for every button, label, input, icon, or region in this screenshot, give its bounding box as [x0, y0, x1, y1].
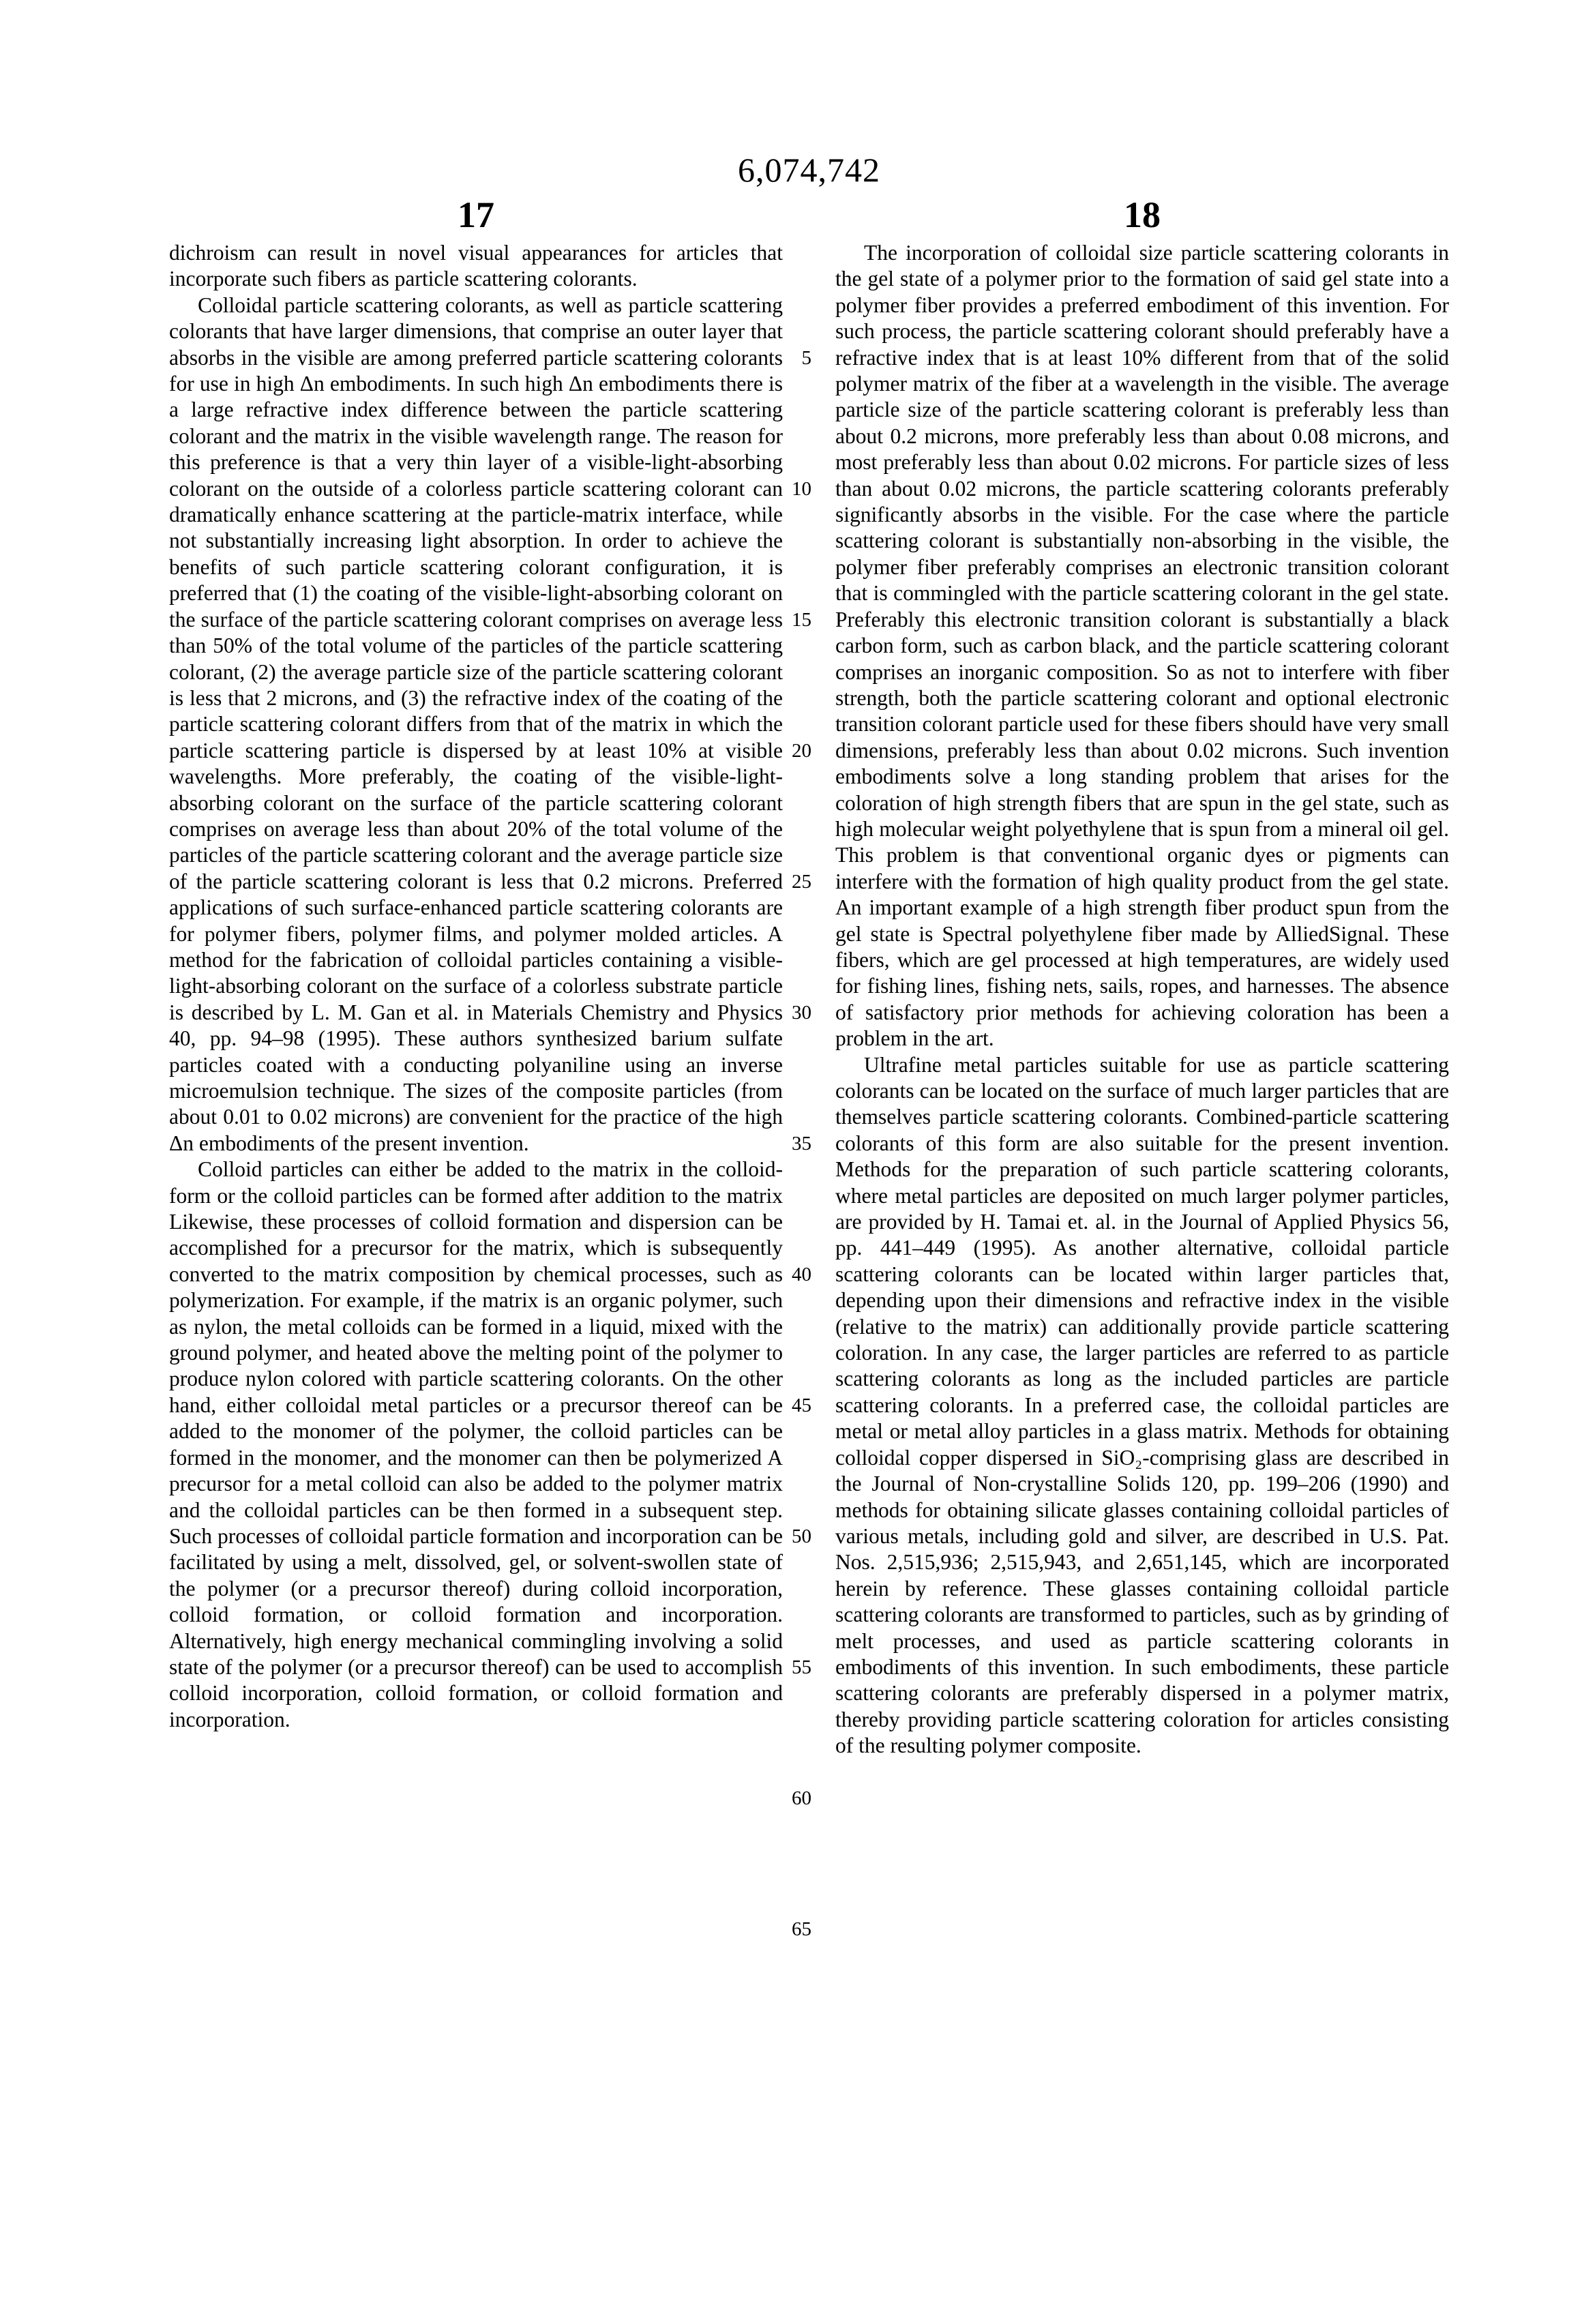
line-number: 5 — [801, 346, 811, 369]
line-number: 65 — [792, 1918, 811, 1940]
column-header-right: 18 — [1124, 194, 1161, 235]
line-number: 55 — [792, 1656, 811, 1678]
line-number: 20 — [792, 739, 811, 762]
line-number: 10 — [792, 477, 811, 500]
column-header-left: 17 — [458, 194, 494, 235]
left-column — [169, 240, 783, 1733]
line-number: 60 — [792, 1787, 811, 1809]
line-number: 40 — [792, 1263, 811, 1285]
patent-number: 6,074,742 — [738, 151, 880, 189]
line-number: 45 — [792, 1394, 811, 1416]
line-number: 50 — [792, 1525, 811, 1547]
body-paragraph: Colloidal particle scattering colorants, as well as particle scattering colorants that have larger dimensions, that comprise an outer layer that absorbs in the visible are among preferred particle scattering colorants for use in high Δn embodiments. In such high Δn embodiments there is a large refractive index difference between the particle scattering colorant and the matrix in the visible wavelength range. The reason for this preference is that a very thin layer of a visible-light-absorbing colorant on the outside of a colorless particle scattering colorant can dramatically enhance scattering at the particle-matrix interface, while not substantially increasing light absorption. In order to achieve the benefits of such particle scattering colorant configuration, it is preferred that (1) the coating of the visible-light-absorbing colorant on the surface of the particle scattering colorant comprises on average less than 50% of the total volume of the particles of the particle scattering colorant, (2) the average particle size of the particle scattering colorant is less that 2 microns, and (3) the refractive index of the coating of the particle scattering colorant differs from that of the matrix in which the particle scattering particle is dispersed by at least 10% at visible wavelengths. More preferably, the coating of the visible-light-absorbing colorant on the surface of the particle scattering colorant comprises on average less than about 20% of the total volume of the particles of the particle scattering colorant and the average particle size of the particle scattering colorant is less that 0.2 microns. Preferred applications of such surface-enhanced particle scattering colorants are for polymer fibers, polymer films, and polymer molded articles. A method for the fabrication of colloidal particles containing a visible-light-absorbing colorant on the surface of a colorless substrate particle is described by L. M. Gan et al. in Materials Chemistry and Physics 40, pp. 94–98 (1995). These authors synthesized barium sulfate particles coated with a conducting polyaniline using an inverse microemulsion technique. The sizes of the composite particles (from about 0.01 to 0.02 microns) are convenient for the practice of the high Δn embodiments of the present invention. — [169, 293, 783, 1155]
line-number: 35 — [792, 1132, 811, 1154]
body-paragraph: Colloid particles can either be added to the matrix in the colloid-form or the colloid particles can be formed after addition to the matrix Likewise, these processes of colloid formation and dispersion can be accomplished for a precursor for the matrix, which is subsequently converted to the matrix composition by chemical processes, such as polymerization. For example, if the matrix is an organic polymer, such as nylon, the metal colloids can be formed in a liquid, mixed with the ground polymer, and heated above the melting point of the polymer to produce nylon colored with particle scattering colorants. On the other hand, either colloidal metal particles or a precursor thereof can be added to the monomer of the polymer, the colloid particles can be formed in the monomer, and the monomer can then be polymerized A precursor for a metal colloid can also be added to the polymer matrix and the colloidal particles can be then formed in a subsequent step. Such processes of colloidal particle formation and incorporation can be facilitated by using a melt, dissolved, gel, or solvent-swollen state of the polymer (or a precursor thereof) during colloid incorporation, colloid formation, or colloid formation and incorporation. Alternatively, high energy mechanical commingling involving a solid state of the polymer (or a precursor thereof) can be used to accomplish colloid incorporation, colloid formation, or colloid formation and incorporation. — [169, 1157, 783, 1731]
right-column — [835, 240, 1449, 1759]
body-paragraph: dichroism can result in novel visual appearances for articles that incorporate such fibers as particle scattering colorants. — [169, 241, 783, 291]
body-paragraph: The incorporation of colloidal size particle scattering colorants in the gel state of a polymer prior to the formation of said gel state into a polymer fiber provides a preferred embodiment of this invention. For such process, the particle scattering colorant should preferably have a refractive index that is at least 10% different from that of the solid polymer matrix of the fiber at a wavelength in the visible. The average particle size of the particle scattering colorant is preferably less than about 0.2 microns, more preferably less than about 0.08 microns, and most preferably less than about 0.02 microns. For particle sizes of less than about 0.02 microns, the particle scattering colorants preferably significantly absorbs in the visible. For the case where the particle scattering colorant is substantially non-absorbing in the visible, the polymer fiber preferably comprises an electronic transition colorant that is commingled with the particle scattering colorant in the gel state. Preferably this electronic transition colorant is substantially a black carbon form, such as carbon black, and the particle scattering colorant comprises an inorganic composition. So as not to interfere with fiber strength, both the particle scattering colorant and optional electronic transition colorant particle used for these fibers should have very small dimensions, preferably less than about 0.02 microns. Such invention embodiments solve a long standing problem that arises for the coloration of high strength fibers that are spun in the gel state, such as high molecular weight polyethylene that is spun from a mineral oil gel. This problem is that conventional organic dyes or pigments can interfere with the formation of high quality product from the gel state. An important example of a high strength fiber product spun from the gel state is Spectral polyethylene fiber made by AlliedSignal. These fibers, which are gel processed at high temperatures, are widely used for fishing lines, fishing nets, sails, ropes, and harnesses. The absence of satisfactory prior methods for achieving coloration has been a problem in the art. — [835, 241, 1449, 1051]
line-number: 15 — [792, 608, 811, 631]
body-paragraph: Ultrafine metal particles suitable for use as particle scattering colorants can be located on the surface of much larger particles that are themselves particle scattering colorants. Combined-particle scattering colorants of this form are also suitable for the present invention. Methods for the preparation of such particle scattering colorants, where metal particles are deposited on much larger polymer particles, are provided by H. Tamai et. al. in the Journal of Applied Physics 56, pp. 441–449 (1995). As another alternative, colloidal particle scattering colorants can be located within larger particles that, depending upon their dimensions and refractive index in the visible (relative to the matrix) can additionally provide particle scattering coloration. In any case, the larger particles are referred to as particle scattering colorants as long as the included particles are particle scattering colorants. In a preferred case, the colloidal particles are metal or metal alloy particles in a glass matrix. Methods for obtaining colloidal copper dispersed in SiO₂-comprising glass are described in the Journal of Non-crystalline Solids 120, pp. 199–206 (1990) and methods for obtaining silicate glasses containing colloidal particles of various metals, including gold and silver, are described in U.S. Pat. Nos. 2,515,936; 2,515,943, and 2,651,145, which are incorporated herein by reference. These glasses containing colloidal particle scattering colorants are transformed to particles, such as by grinding of melt processes, and used as particle scattering colorants in embodiments of this invention. In such embodiments, these particle scattering colorants are preferably dispersed in a polymer matrix, thereby providing particle scattering coloration for articles consisting of the resulting polymer composite. — [835, 1052, 1449, 1758]
line-number: 30 — [792, 1001, 811, 1024]
line-number: 25 — [792, 870, 811, 893]
